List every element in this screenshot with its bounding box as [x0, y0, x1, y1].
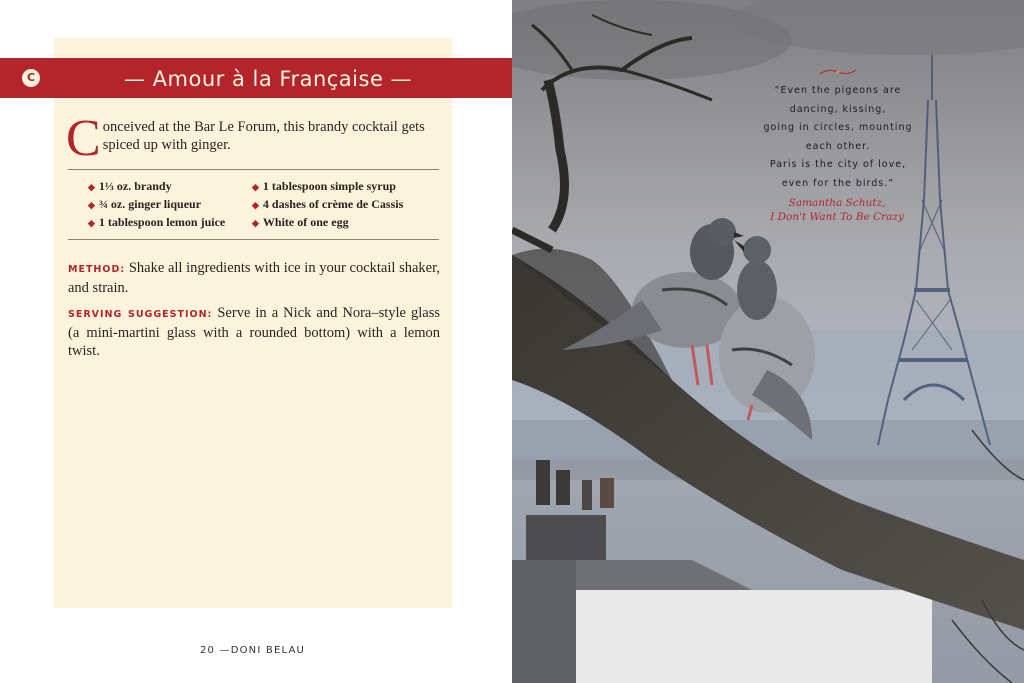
- ingredient-item: ◆ ¾ oz. ginger liqueur: [88, 197, 202, 211]
- recipe-intro: [66, 110, 440, 167]
- diamond-bullet-icon: ◆: [252, 218, 259, 228]
- quote-line: even for the birds.”: [781, 177, 895, 189]
- diamond-bullet-icon: ◆: [252, 200, 259, 210]
- flourish-icon: [818, 66, 858, 78]
- quote-line: “Even the pigeons are: [774, 85, 902, 96]
- diamond-bullet-icon: ◆: [88, 200, 95, 210]
- section-letter-badge: C: [22, 69, 40, 87]
- method-text: Shake all ingredients with ice in your cocktail shaker, and strain.: [68, 260, 440, 296]
- pull-quote: [742, 82, 934, 193]
- ingredient-item: ◆ 1 tablespoon lemon juice: [88, 215, 226, 229]
- diamond-bullet-icon: ◆: [88, 182, 95, 192]
- divider-bottom: [68, 239, 439, 240]
- ingredient-item: ◆ 4 dashes of crème de Cassis: [252, 197, 404, 211]
- recipe-title: — Amour à la Française —: [124, 67, 413, 91]
- ingredient-item: ◆ 1⅓ oz. brandy: [88, 179, 172, 193]
- quote-line: going in circles, mounting: [763, 122, 913, 133]
- method-paragraph: [68, 259, 440, 297]
- ingredient-item: ◆ White of one egg: [252, 215, 349, 229]
- diamond-bullet-icon: ◆: [88, 218, 95, 228]
- quote-line: Paris is the city of love,: [769, 159, 907, 170]
- quote-line: dancing, kissing,: [789, 103, 887, 115]
- drop-cap: C: [66, 110, 101, 167]
- divider-top: [68, 169, 439, 170]
- ingredients-col-right: [252, 177, 403, 231]
- attribution-name: Samantha Schutz,: [788, 197, 886, 209]
- method-label: METHOD:: [68, 264, 126, 275]
- attribution-source: I Don't Want To Be Crazy: [770, 211, 904, 223]
- ingredient-item: ◆ 1 tablespoon simple syrup: [252, 179, 396, 193]
- serving-label: SERVING SUGGESTION:: [68, 309, 213, 320]
- diamond-bullet-icon: ◆: [252, 182, 259, 192]
- serving-paragraph: [68, 304, 440, 360]
- intro-text: onceived at the Bar Le Forum, this brandy cocktail gets spiced up with ginger.: [102, 119, 425, 153]
- quote-line: each other.: [805, 140, 871, 152]
- page-footer: 20 —DONI BELAU: [200, 645, 306, 656]
- serving-text: Serve in a Nick and Nora–style glass (a mini-martini glass with a rounded bottom) with a lemon twist.: [68, 305, 440, 359]
- quote-attribution: [752, 196, 922, 224]
- ingredients-col-left: [88, 177, 225, 231]
